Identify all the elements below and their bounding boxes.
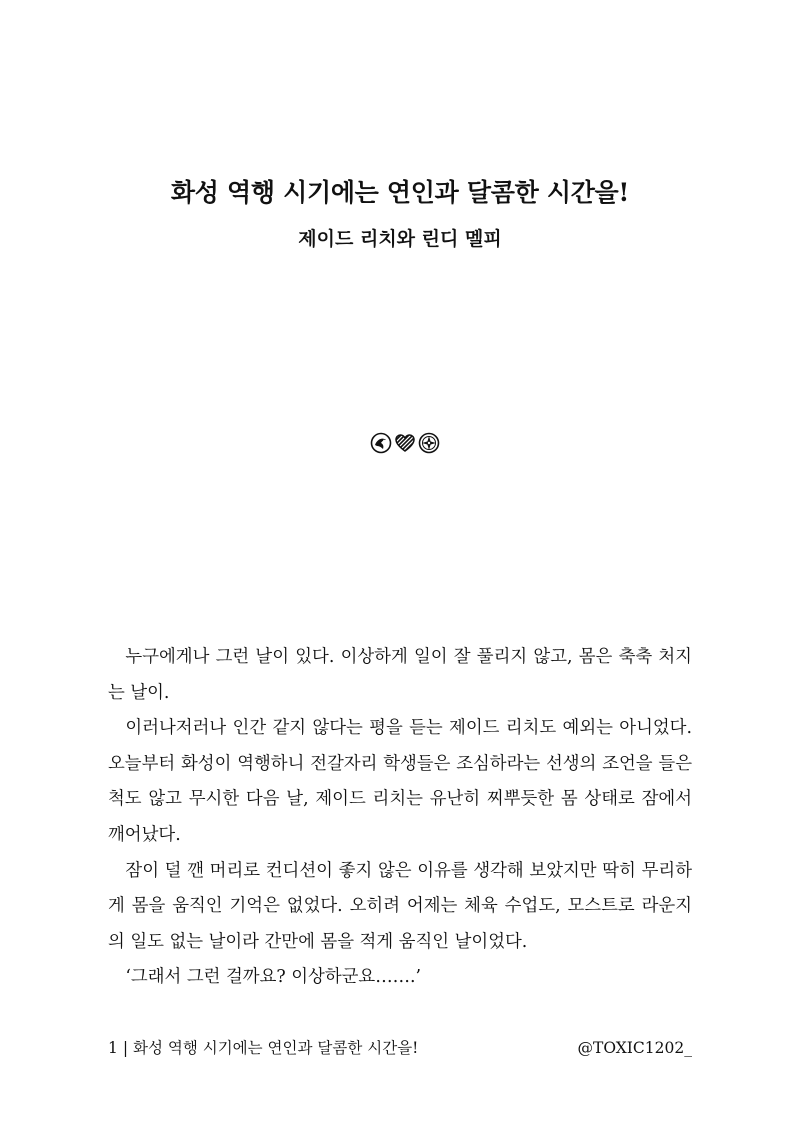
page-title: 화성 역행 시기에는 연인과 달콤한 시간을! — [170, 178, 630, 207]
footer-left — [108, 1036, 418, 1060]
body-text — [108, 640, 692, 996]
dolphin-icon — [370, 432, 392, 454]
author-handle: @TOXIC1202_ — [577, 1039, 692, 1057]
paragraph: 누구에게나 그런 날이 있다. 이상하게 일이 잘 풀리지 않고, 몸은 축축 처지는 날이. — [108, 647, 692, 703]
ornament-divider — [370, 432, 440, 454]
page-number: 1 — [108, 1039, 118, 1057]
running-title: 화성 역행 시기에는 연인과 달콤한 시간을! — [132, 1039, 419, 1057]
paragraph: ‘그래서 그런 걸까요? 이상하군요…….’ — [125, 967, 422, 988]
striped-heart-icon — [394, 432, 416, 454]
footer-separator: | — [122, 1039, 129, 1057]
page-footer — [108, 1036, 692, 1060]
page-subtitle: 제이드 리치와 린디 멜피 — [298, 228, 502, 250]
paragraph: 잠이 덜 깬 머리로 컨디션이 좋지 않은 이유를 생각해 보았지만 딱히 무리하게 몸을 움직인 기억은 없었다. 오히려 어제는 체육 수업도, 모스트로 라운지의 일도 없는 날이라 간만에 몸을 적게 움직인 날이었다. — [108, 860, 692, 952]
compass-icon — [418, 432, 440, 454]
paragraph: 이러나저러나 인간 같지 않다는 평을 듣는 제이드 리치도 예외는 아니었다. 오늘부터 화성이 역행하니 전갈자리 학생들은 조심하라는 선생의 조언을 들은 척도 않고 무시한 다음 날, 제이드 리치는 유난히 찌뿌듯한 몸 상태로 잠에서 깨어났다. — [108, 718, 692, 845]
